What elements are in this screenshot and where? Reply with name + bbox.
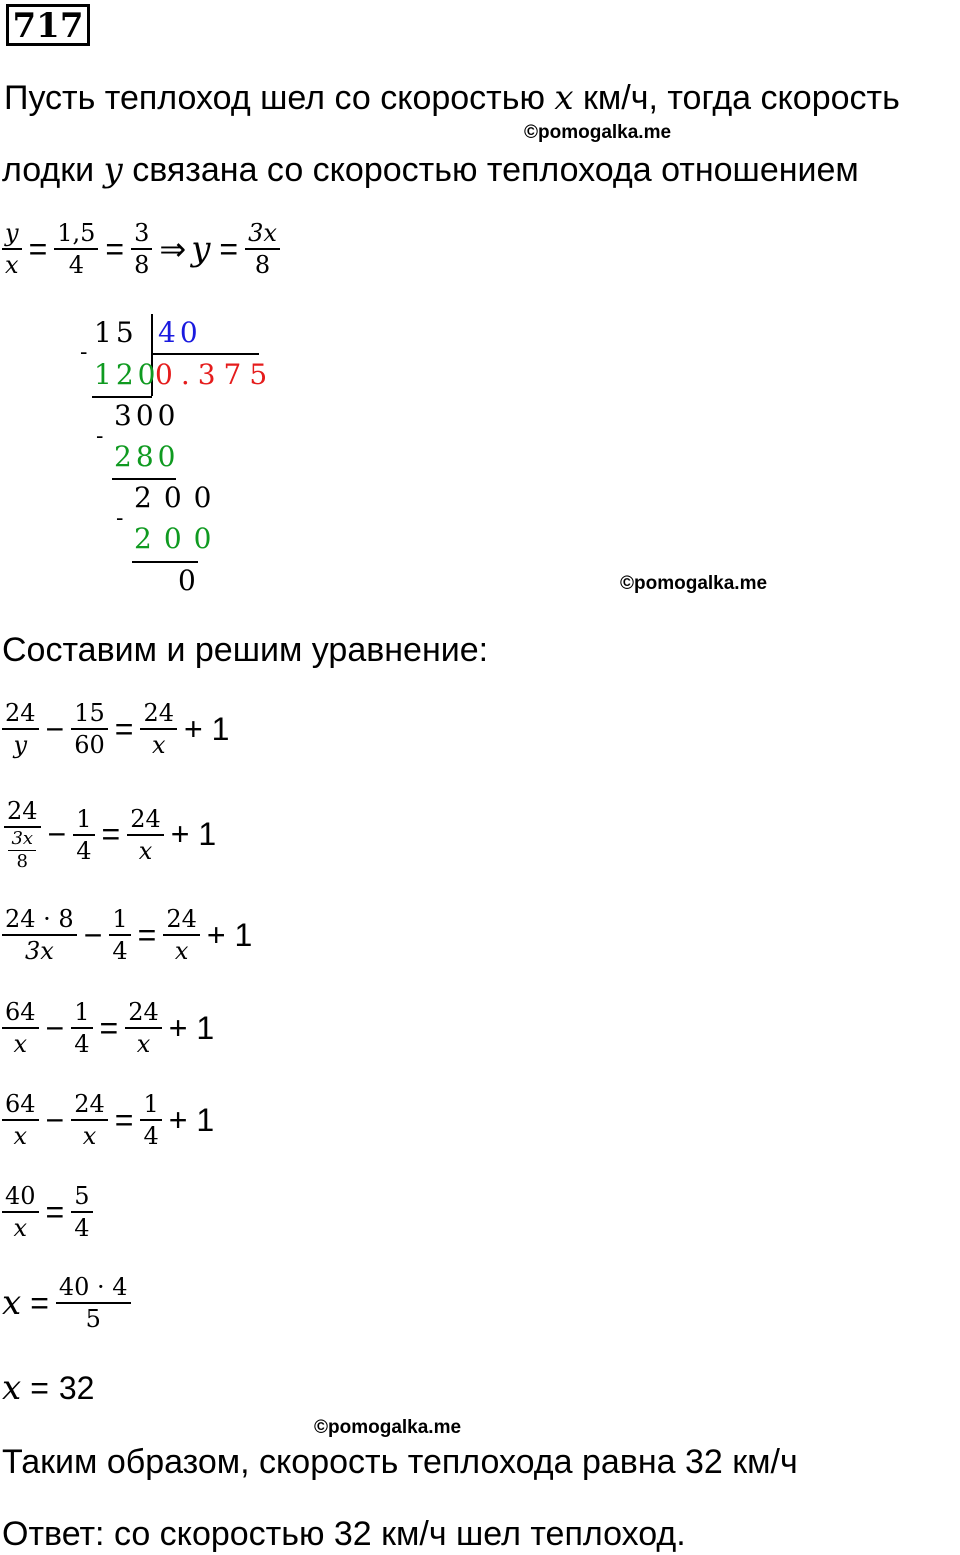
- numerator: 64: [5, 998, 36, 1026]
- denominator: x: [13, 1214, 28, 1242]
- numerator: 24: [130, 804, 161, 833]
- nested-fraction: [8, 828, 36, 873]
- intro-text: км/ч, тогда скорость: [573, 79, 900, 117]
- denominator: 4: [74, 1030, 90, 1058]
- fraction: [73, 804, 94, 866]
- denominator: 4: [76, 836, 92, 865]
- fraction: [2, 997, 39, 1059]
- subtraction-line: [112, 478, 176, 480]
- fraction: [109, 904, 130, 966]
- denominator: x: [138, 836, 153, 865]
- denominator: 3x: [24, 937, 54, 965]
- step-2: 280: [114, 440, 180, 473]
- denominator: 5: [85, 1305, 101, 1333]
- numerator: 24: [5, 699, 36, 727]
- plus-term: + 1: [206, 916, 253, 953]
- intro-line-2: [2, 150, 859, 190]
- numerator: 24 · 8: [5, 905, 74, 933]
- variable-y: y: [103, 150, 123, 190]
- quotient: 0.375: [155, 358, 276, 391]
- remainder-2: 200: [134, 481, 224, 514]
- watermark: ©pomogalka.me: [620, 573, 768, 594]
- numerator: 1: [74, 998, 90, 1026]
- equals-sign: =: [30, 1369, 49, 1406]
- plus-term: + 1: [168, 1009, 215, 1046]
- fraction: [2, 698, 39, 760]
- fraction: [71, 698, 108, 760]
- fraction: [71, 1089, 108, 1151]
- divisor: 40: [158, 316, 202, 349]
- fraction: [71, 997, 92, 1059]
- minus-sign: −: [47, 816, 67, 852]
- denominator: 60: [74, 731, 105, 759]
- step-3: 200: [134, 522, 224, 555]
- remainder-1: 300: [114, 399, 180, 432]
- denominator: x: [13, 1122, 28, 1150]
- plus-term: + 1: [184, 710, 230, 747]
- fraction: [2, 1089, 39, 1151]
- equation-1: [0, 698, 234, 760]
- denominator: x: [5, 251, 19, 279]
- numerator: 1,5: [57, 219, 96, 247]
- equals-sign: =: [137, 916, 157, 953]
- variable-x: x: [2, 1283, 22, 1323]
- section-title: Составим и решим уравнение:: [2, 631, 489, 669]
- denominator: 4: [112, 937, 128, 965]
- fraction: [131, 218, 152, 280]
- fraction: [245, 218, 280, 280]
- denominator: x: [174, 937, 189, 965]
- variable-y: y: [191, 229, 211, 269]
- equals-sign: =: [28, 230, 48, 267]
- numerator: 24: [128, 998, 159, 1026]
- denominator: 8: [134, 251, 150, 279]
- final-remainder: 0: [178, 564, 200, 597]
- equals-sign: =: [114, 710, 134, 747]
- equals-sign: =: [105, 230, 125, 267]
- problem-number: 717: [6, 4, 90, 46]
- fraction: [140, 1089, 161, 1151]
- plus-term: + 1: [168, 1101, 215, 1138]
- watermark: ©pomogalka.me: [524, 122, 672, 143]
- equals-sign: =: [99, 1009, 119, 1046]
- minus-sign: −: [45, 1101, 65, 1138]
- numerator: y: [5, 219, 19, 247]
- numerator: 24: [74, 1090, 105, 1118]
- minus-sign: −: [45, 1009, 65, 1046]
- plus-term: + 1: [170, 816, 217, 852]
- fraction: [2, 1181, 39, 1243]
- intro-text: Пусть теплоход шел со скоростью: [4, 79, 555, 117]
- numerator: 1: [112, 905, 128, 933]
- numerator: 15: [74, 699, 105, 727]
- variable-x: x: [554, 78, 574, 118]
- equation-7: [2, 1272, 133, 1334]
- fraction: [54, 218, 98, 280]
- fraction: [71, 1181, 92, 1243]
- numerator: 24: [166, 905, 197, 933]
- numerator: 40: [5, 1182, 36, 1210]
- equals-sign: =: [30, 1284, 49, 1321]
- intro-text: лодки: [2, 151, 104, 189]
- equals-sign: =: [101, 816, 121, 852]
- division-horizontal-line: [151, 353, 259, 355]
- denominator: x: [136, 1030, 151, 1058]
- fraction: [163, 904, 200, 966]
- numerator: 24: [7, 797, 38, 825]
- numerator: 24: [143, 699, 175, 727]
- minus-sign: -: [80, 340, 92, 365]
- conclusion: Таким образом, скорость теплохода равна 32 км/ч: [2, 1443, 798, 1481]
- equation-8: [2, 1368, 99, 1408]
- minus-sign: −: [45, 710, 65, 747]
- variable-x: x: [2, 1368, 22, 1408]
- denominator: 4: [68, 251, 84, 279]
- fraction: [2, 218, 22, 280]
- denominator: x: [82, 1122, 97, 1150]
- equation-6: [0, 1181, 95, 1243]
- numerator: 3x: [11, 828, 34, 849]
- equation-3: [0, 904, 257, 966]
- dividend: 15: [94, 316, 138, 349]
- numerator: 64: [5, 1090, 36, 1118]
- fraction: [125, 997, 162, 1059]
- intro-line-1: [4, 78, 900, 118]
- answer: Ответ: со скоростью 32 км/ч шел теплоход.: [2, 1515, 686, 1553]
- minus-sign: -: [96, 424, 108, 449]
- equals-sign: =: [45, 1193, 65, 1230]
- equation-2: [2, 796, 221, 873]
- intro-text: связана со скоростью теплохода отношением: [122, 151, 859, 189]
- equation-5: [0, 1089, 219, 1151]
- numerator: 40 · 4: [58, 1273, 128, 1301]
- step-1: 120: [94, 358, 160, 391]
- minus-sign: −: [83, 916, 103, 953]
- fraction: [127, 804, 164, 866]
- numerator: 1: [76, 804, 92, 833]
- denominator: x: [151, 731, 166, 759]
- equals-sign: =: [114, 1101, 134, 1138]
- watermark: ©pomogalka.me: [314, 1417, 462, 1438]
- subtraction-line: [92, 396, 152, 398]
- subtraction-line: [132, 561, 198, 563]
- result-value: 32: [58, 1369, 95, 1406]
- complex-fraction: [4, 796, 41, 873]
- ratio-equation: [0, 218, 282, 280]
- fraction: [140, 698, 177, 760]
- numerator: 5: [74, 1182, 90, 1210]
- denominator: y: [13, 731, 28, 759]
- equation-4: [0, 997, 219, 1059]
- equals-sign: =: [219, 230, 239, 267]
- denominator: 4: [143, 1122, 159, 1150]
- fraction: [2, 904, 77, 966]
- fraction: [56, 1272, 131, 1334]
- minus-sign: -: [116, 506, 128, 531]
- numerator: 3x: [248, 219, 277, 247]
- denominator: x: [13, 1030, 28, 1058]
- numerator: 3: [134, 219, 150, 247]
- denominator: 8: [254, 251, 271, 279]
- denominator: 4: [74, 1214, 90, 1242]
- implies-sign: ⇒: [159, 231, 187, 267]
- denominator: 8: [16, 851, 28, 872]
- numerator: 1: [143, 1090, 159, 1118]
